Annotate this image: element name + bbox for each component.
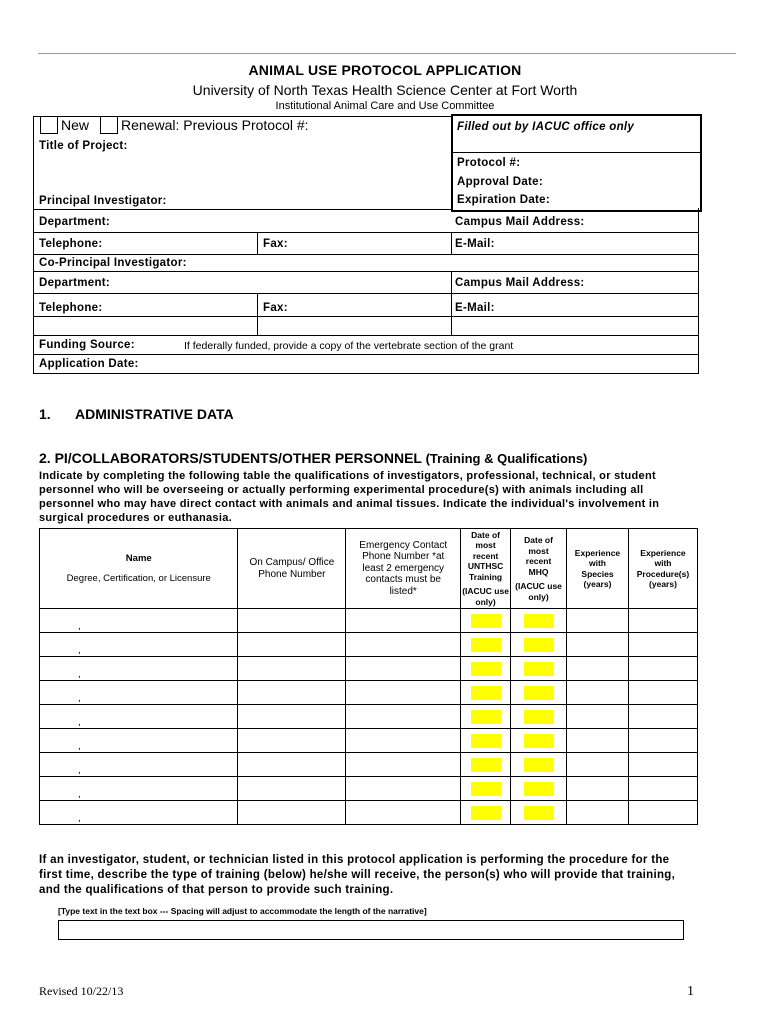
top-rule: [38, 53, 736, 54]
email-label: E-Mail:: [455, 238, 495, 250]
name-cell[interactable]: [40, 657, 238, 681]
col-header-training-sub: (IACUC use only): [462, 586, 509, 607]
emergency-cell[interactable]: [346, 801, 461, 825]
table-row: [40, 753, 698, 777]
col-header-mhq-sub: (IACUC use only): [515, 581, 562, 602]
emergency-cell[interactable]: [346, 753, 461, 777]
col-header-training: Date of most recent UNTHSC Training (IACUC use only): [462, 529, 509, 607]
principal-investigator-label: Principal Investigator:: [39, 195, 167, 207]
iacuc-highlight: [471, 782, 501, 796]
section-2-title: 2. PI/COLLABORATORS/STUDENTS/OTHER PERSONNEL: [39, 450, 422, 466]
phone-cell[interactable]: [238, 705, 346, 729]
procedure-exp-cell[interactable]: [628, 681, 697, 705]
col-header-species: Experience with Species (years): [567, 529, 629, 609]
table-row: [40, 657, 698, 681]
telephone-label: Telephone:: [39, 238, 103, 250]
name-cell[interactable]: [40, 609, 238, 633]
table-row: [40, 729, 698, 753]
phone-cell[interactable]: [238, 801, 346, 825]
iacuc-highlight: [524, 638, 554, 652]
name-cell[interactable]: [40, 729, 238, 753]
training-date-cell[interactable]: [461, 729, 511, 753]
col-header-procedures: Experience with Procedure(s) (years): [628, 529, 697, 609]
iacuc-office-box: [451, 114, 702, 212]
name-separator: ,: [78, 669, 81, 680]
name-separator: ,: [78, 645, 81, 656]
campus-mail-label: Campus Mail Address:: [455, 216, 585, 228]
phone-cell[interactable]: [238, 681, 346, 705]
name-cell[interactable]: [40, 753, 238, 777]
mhq-date-cell[interactable]: [511, 633, 567, 657]
name-separator: ,: [78, 741, 81, 752]
training-date-cell[interactable]: [461, 753, 511, 777]
funding-note: If federally funded, provide a copy of the vertebrate section of the grant: [184, 340, 514, 352]
col-header-name-sub: Degree, Certification, or Licensure: [66, 572, 211, 584]
protocol-form: [33, 116, 698, 374]
species-exp-cell[interactable]: [567, 777, 629, 801]
renewal-label: Renewal: Previous Protocol #:: [121, 117, 309, 133]
table-row: [40, 801, 698, 825]
name-cell[interactable]: [40, 777, 238, 801]
iacuc-highlight: [471, 614, 501, 628]
name-cell[interactable]: [40, 633, 238, 657]
approval-date-label: Approval Date:: [457, 176, 543, 188]
mhq-date-cell[interactable]: [511, 729, 567, 753]
training-date-cell[interactable]: [461, 705, 511, 729]
procedure-exp-cell[interactable]: [628, 633, 697, 657]
procedure-exp-cell[interactable]: [628, 753, 697, 777]
iacuc-highlight: [524, 662, 554, 676]
iacuc-highlight: [524, 710, 554, 724]
renewal-checkbox[interactable]: [100, 116, 118, 134]
telephone-2-label: Telephone:: [39, 302, 103, 314]
department-2-label: Department:: [39, 277, 111, 289]
phone-cell[interactable]: [238, 753, 346, 777]
emergency-cell[interactable]: [346, 609, 461, 633]
name-cell[interactable]: [40, 681, 238, 705]
title-of-project-label: Title of Project:: [39, 140, 128, 152]
iacuc-highlight: [471, 662, 501, 676]
iacuc-highlight: [471, 686, 501, 700]
mhq-date-cell[interactable]: [511, 609, 567, 633]
protocol-number-label: Protocol #:: [457, 157, 521, 169]
iacuc-highlight: [471, 638, 501, 652]
procedure-exp-cell[interactable]: [628, 657, 697, 681]
emergency-cell[interactable]: [346, 657, 461, 681]
iacuc-highlight: [524, 686, 554, 700]
species-exp-cell[interactable]: [567, 633, 629, 657]
iacuc-highlight: [471, 758, 501, 772]
section-2-heading: [39, 450, 587, 466]
co-pi-label: Co-Principal Investigator:: [39, 257, 187, 269]
col-header-mhq: Date of most recent MHQ (IACUC use only): [511, 529, 567, 609]
phone-cell[interactable]: [238, 729, 346, 753]
emergency-cell[interactable]: [346, 681, 461, 705]
species-exp-cell[interactable]: [567, 681, 629, 705]
personnel-table: [39, 528, 698, 825]
section-2-title-suffix: (Training & Qualifications): [425, 451, 588, 466]
fax-2-label: Fax:: [263, 302, 288, 314]
procedure-exp-cell[interactable]: [628, 777, 697, 801]
name-separator: ,: [78, 765, 81, 776]
table-header-row: [40, 529, 698, 609]
new-label: New: [61, 117, 90, 133]
table-row: [40, 705, 698, 729]
funding-source-label: Funding Source:: [39, 339, 135, 351]
procedure-exp-cell[interactable]: [628, 705, 697, 729]
emergency-cell[interactable]: [346, 633, 461, 657]
iacuc-highlight: [471, 806, 501, 820]
expiration-date-label: Expiration Date:: [457, 194, 550, 206]
revised-date: Revised 10/22/13: [39, 984, 124, 998]
species-exp-cell[interactable]: [567, 729, 629, 753]
institution-name: University of North Texas Health Science Center at Fort Worth: [192, 82, 578, 98]
table-row: [40, 633, 698, 657]
training-text-box[interactable]: [58, 920, 684, 940]
page-title: ANIMAL USE PROTOCOL APPLICATION: [248, 62, 522, 78]
species-exp-cell[interactable]: [567, 753, 629, 777]
procedure-exp-cell[interactable]: [628, 801, 697, 825]
phone-cell[interactable]: [238, 777, 346, 801]
name-separator: ,: [78, 813, 81, 824]
phone-cell[interactable]: [238, 633, 346, 657]
mhq-date-cell[interactable]: [511, 753, 567, 777]
section-1-number: 1.: [39, 406, 51, 422]
species-exp-cell[interactable]: [567, 657, 629, 681]
mhq-date-cell[interactable]: [511, 801, 567, 825]
email-2-label: E-Mail:: [455, 302, 495, 314]
emergency-cell[interactable]: [346, 729, 461, 753]
training-date-cell[interactable]: [461, 633, 511, 657]
mhq-date-cell[interactable]: [511, 681, 567, 705]
name-cell[interactable]: [40, 705, 238, 729]
emergency-cell[interactable]: [346, 777, 461, 801]
col-header-phone: On Campus/ Office Phone Number: [238, 529, 346, 609]
campus-mail-2-label: Campus Mail Address:: [455, 277, 585, 289]
procedure-exp-cell[interactable]: [628, 729, 697, 753]
table-row: [40, 681, 698, 705]
new-checkbox[interactable]: [40, 116, 58, 134]
iacuc-highlight: [524, 734, 554, 748]
iacuc-highlight: [524, 758, 554, 772]
committee-name: Institutional Animal Care and Use Committee: [275, 100, 495, 112]
mhq-date-cell[interactable]: [511, 777, 567, 801]
phone-cell[interactable]: [238, 657, 346, 681]
application-date-label: Application Date:: [39, 358, 139, 370]
mhq-date-cell[interactable]: [511, 705, 567, 729]
office-box-title: Filled out by IACUC office only: [457, 121, 635, 133]
training-date-cell[interactable]: [461, 801, 511, 825]
section-1-title: ADMINISTRATIVE DATA: [75, 406, 234, 422]
page-number: 1: [687, 984, 694, 999]
col-header-name: Name Degree, Certification, or Licensure: [40, 529, 238, 609]
text-box-note: [Type text in the text box --- Spacing will adjust to accommodate the length of the narrative]: [58, 906, 427, 916]
iacuc-highlight: [471, 710, 501, 724]
iacuc-highlight: [524, 782, 554, 796]
table-row: [40, 777, 698, 801]
procedure-exp-cell[interactable]: [628, 609, 697, 633]
fax-label: Fax:: [263, 238, 288, 250]
department-label: Department:: [39, 216, 111, 228]
name-separator: ,: [78, 621, 81, 632]
training-date-cell[interactable]: [461, 609, 511, 633]
phone-cell[interactable]: [238, 609, 346, 633]
table-body: [40, 609, 698, 825]
mhq-date-cell[interactable]: [511, 657, 567, 681]
training-date-cell[interactable]: [461, 657, 511, 681]
training-date-cell[interactable]: [461, 777, 511, 801]
iacuc-highlight: [471, 734, 501, 748]
iacuc-highlight: [524, 614, 554, 628]
species-exp-cell[interactable]: [567, 801, 629, 825]
emergency-cell[interactable]: [346, 705, 461, 729]
table-row: [40, 609, 698, 633]
name-separator: ,: [78, 693, 81, 704]
training-description: If an investigator, student, or technician listed in this protocol application is performing the procedure for the first time, describe the type of training (below) he/she will receive, the person(s) who will provide that training, and the qualifications of that person to provide such training.: [39, 854, 676, 896]
name-separator: ,: [78, 717, 81, 728]
section-2-intro: Indicate by completing the following table the qualifications of investigators, professional, technical, or student personnel who will be overseeing or actually performing experimental procedure(s) with animals including all personnel who may have direct contact with animals and animal tissues. Indicate the individual's involvement in surgical procedures or euthanasia.: [39, 470, 660, 524]
training-date-cell[interactable]: [461, 681, 511, 705]
species-exp-cell[interactable]: [567, 705, 629, 729]
species-exp-cell[interactable]: [567, 609, 629, 633]
col-header-emergency: Emergency Contact Phone Number *at least 2 emergency contacts must be listed*: [346, 529, 461, 609]
name-separator: ,: [78, 789, 81, 800]
iacuc-highlight: [524, 806, 554, 820]
name-cell[interactable]: [40, 801, 238, 825]
